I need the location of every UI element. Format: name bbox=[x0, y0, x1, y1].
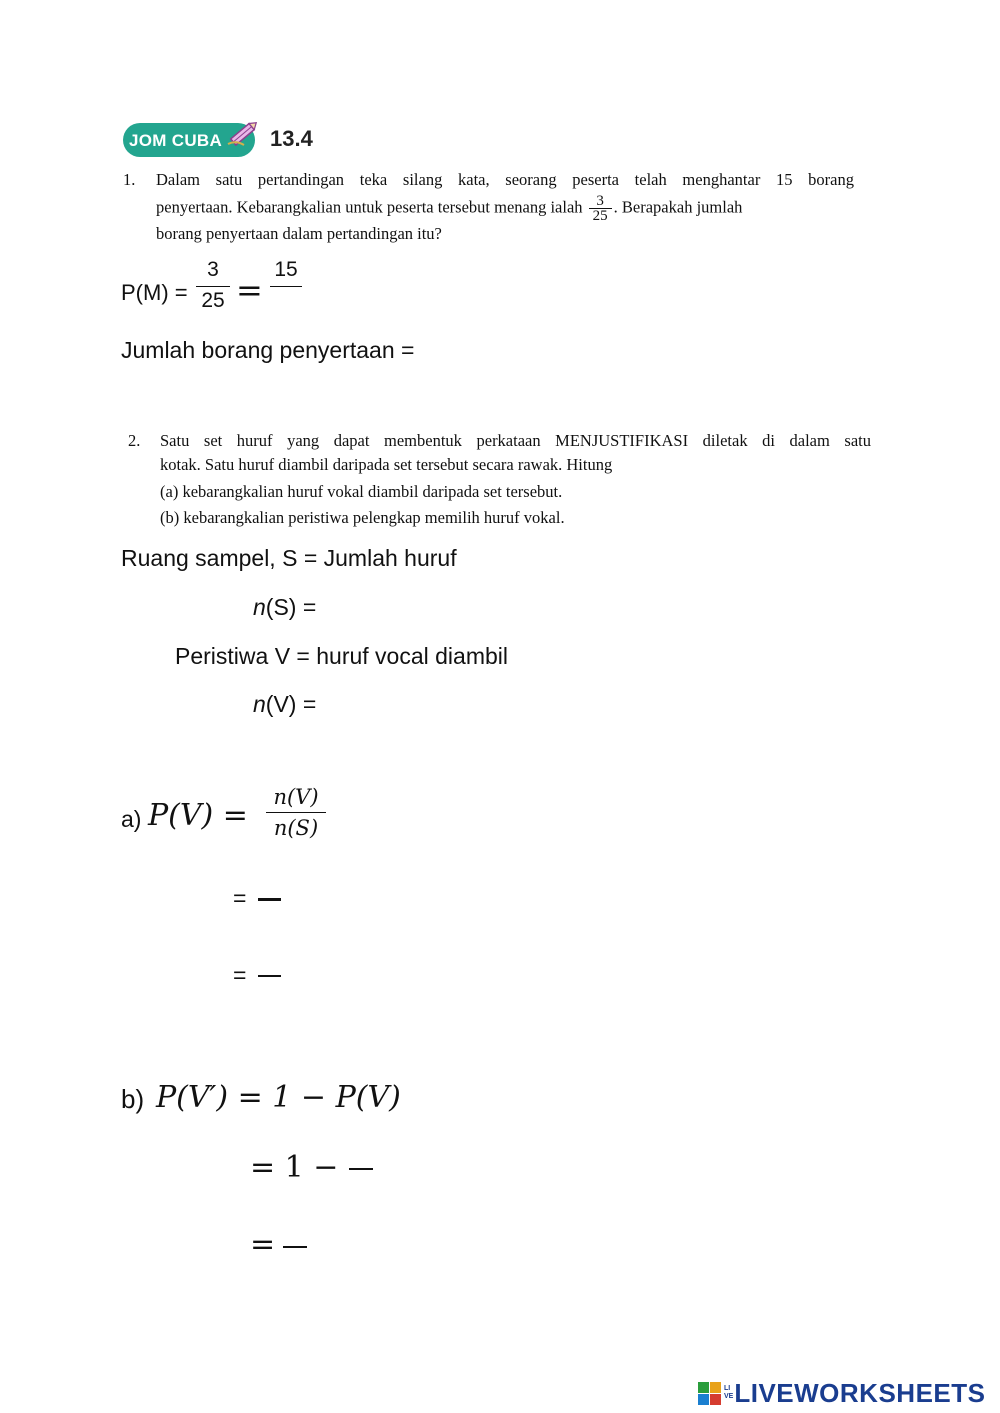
q1-line2 bbox=[156, 194, 742, 223]
part-a-blank2 bbox=[258, 975, 281, 977]
section-number: 13.4 bbox=[270, 126, 313, 151]
total-entries-label: Jumlah borang penyertaan = bbox=[121, 337, 415, 363]
part-b-line3: = bbox=[250, 1227, 276, 1262]
q2-number: 2. bbox=[128, 431, 141, 450]
liveworksheets-logo bbox=[698, 1378, 985, 1408]
part-a-eq1: = bbox=[233, 885, 247, 911]
logo-mark-icon bbox=[698, 1382, 721, 1405]
part-b-line1: P(V′) = 1 − P(V) bbox=[156, 1080, 401, 1115]
part-b-blank2 bbox=[283, 1246, 307, 1248]
q1-fraction bbox=[589, 194, 612, 223]
ns-italic-n: n bbox=[253, 594, 266, 620]
logo-square-2 bbox=[710, 1382, 721, 1393]
event-label: Peristiwa V = huruf vocal diambil bbox=[175, 643, 509, 669]
q1-line2-start: penyertaan. Kebarangkalian untuk peserta tersebut menang ialah bbox=[156, 197, 583, 217]
part-a-den: n(S) bbox=[273, 816, 319, 840]
part-a-eq2: = bbox=[233, 962, 247, 988]
logo-brand-text: LIVEWORKSHEETS bbox=[734, 1377, 986, 1408]
pm-frac2 bbox=[270, 258, 302, 287]
ns-rest: (S) = bbox=[265, 594, 317, 620]
pm-frac1-den: 25 bbox=[201, 289, 225, 312]
pm-equals: = bbox=[236, 271, 263, 309]
q1-line1: Dalam satu pertandingan teka silang kata, seorang peserta telah menghantar 15 borang bbox=[156, 170, 854, 189]
sample-space-label: Ruang sampel, S = Jumlah huruf bbox=[121, 545, 457, 571]
part-a-bar bbox=[266, 812, 326, 813]
q1-line3: borang penyertaan dalam pertandingan itu? bbox=[156, 224, 442, 243]
part-a-lhs: P(V) = bbox=[148, 798, 248, 833]
part-a-fraction bbox=[266, 785, 326, 840]
q1-frac-den: 25 bbox=[592, 208, 608, 224]
part-b-line2: = 1 − bbox=[250, 1150, 339, 1185]
q2-line2: kotak. Satu huruf diambil daripada set tersebut secara rawak. Hitung bbox=[160, 455, 613, 474]
q1-frac-num: 3 bbox=[596, 193, 604, 209]
pm-label: P(M) = bbox=[121, 280, 188, 305]
logo-mini-text bbox=[724, 1385, 733, 1401]
pm-frac1-num: 3 bbox=[207, 258, 219, 281]
pm-frac2-num: 15 bbox=[274, 258, 298, 281]
pencil-icon bbox=[226, 118, 262, 148]
q1-line2-end: . Berapakah jumlah bbox=[613, 197, 743, 217]
nv-rest: (V) = bbox=[265, 691, 317, 717]
pm-frac1-bar bbox=[196, 286, 230, 287]
q2-line1: Satu set huruf yang dapat membentuk perkataan MENJUSTIFIKASI diletak di dalam satu bbox=[160, 431, 871, 450]
part-a-blank1 bbox=[258, 898, 281, 901]
q2-part-a: (a) kebarangkalian huruf vokal diambil daripada set tersebut. bbox=[160, 482, 563, 501]
pm-frac1 bbox=[196, 258, 230, 313]
part-a-num: n(V) bbox=[273, 785, 319, 809]
logo-square-1 bbox=[698, 1382, 709, 1393]
logo-mini-l1: LI bbox=[724, 1385, 731, 1392]
q1-number: 1. bbox=[123, 170, 136, 189]
badge-label: JOM CUBA bbox=[129, 131, 223, 150]
nv-italic-n: n bbox=[253, 691, 266, 717]
part-b-blank1 bbox=[349, 1168, 373, 1170]
logo-square-3 bbox=[698, 1394, 709, 1405]
logo-mini-l2: VE bbox=[724, 1393, 734, 1400]
q2-part-b: (b) kebarangkalian peristiwa pelengkap memilih huruf vokal. bbox=[160, 508, 565, 527]
part-b-label: b) bbox=[121, 1084, 145, 1114]
ns-label bbox=[253, 594, 316, 621]
pm-frac2-bar bbox=[270, 286, 302, 287]
nv-label bbox=[253, 691, 316, 718]
part-a-label: a) bbox=[121, 806, 142, 832]
logo-square-4 bbox=[710, 1394, 721, 1405]
